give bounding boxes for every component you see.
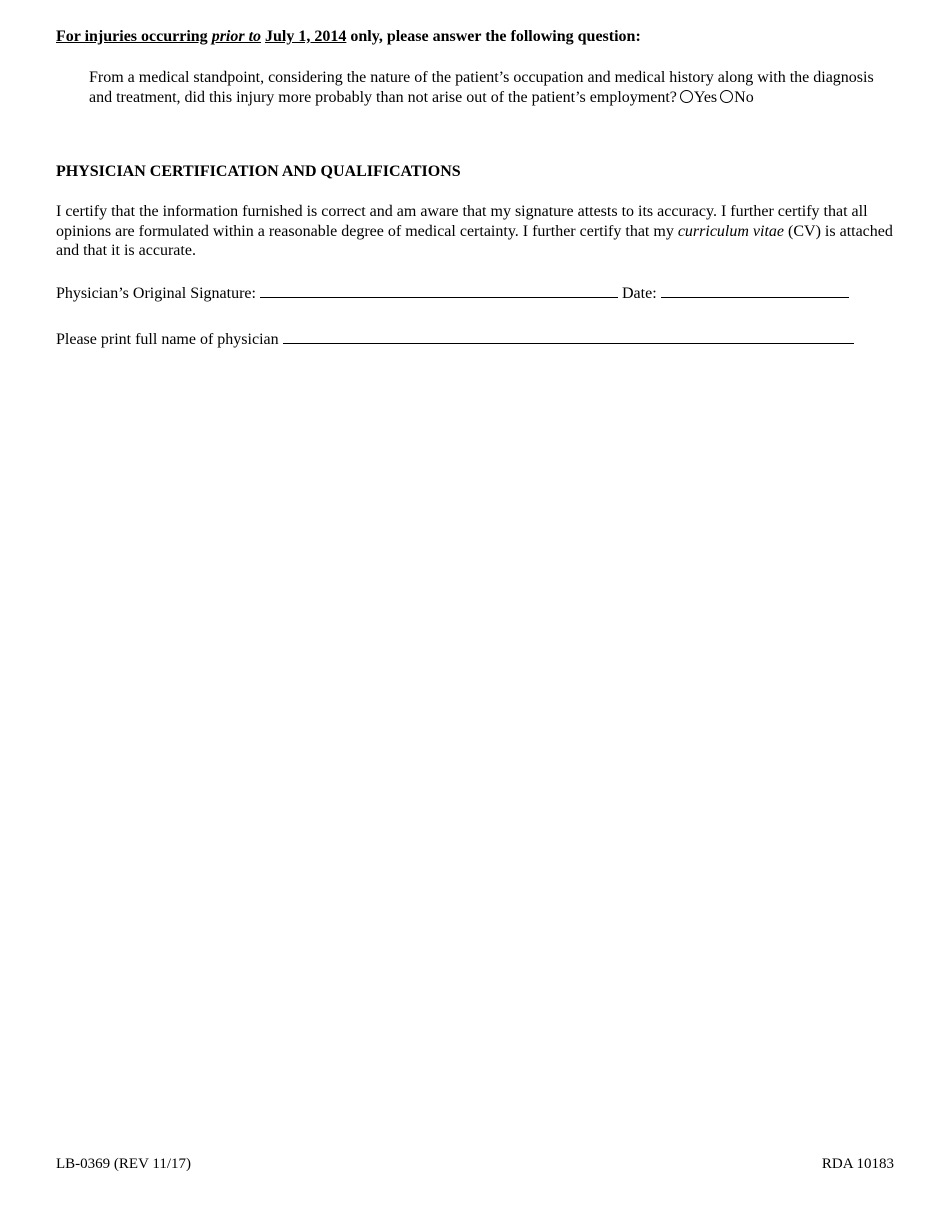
- certification-title: PHYSICIAN CERTIFICATION AND QUALIFICATIONS: [56, 163, 461, 180]
- heading-date: July 1, 2014: [265, 28, 347, 45]
- date-label: Date:: [621, 285, 657, 302]
- curriculum-vitae-italic: curriculum vitae: [677, 222, 785, 240]
- certification-text-part2: (CV) is attached and that it is accurate.: [56, 222, 893, 259]
- signature-label: Physician’s Original Signature:: [56, 285, 256, 302]
- signature-row: [56, 283, 849, 303]
- certification-text-part1: I certify that the information furnished is correct and am aware that my signature attests to its accuracy. I further certify that all opinions are formulated within a reasonable degree of medical certainty. I further certify that my: [56, 203, 868, 240]
- heading-part-4: only, please answer the following question:: [350, 28, 641, 45]
- heading-prior-to: prior to: [211, 28, 262, 45]
- yes-label: Yes: [693, 89, 718, 106]
- question-text: From a medical standpoint, considering the nature of the patient’s occupation and medical history along with the diagnosis and treatment, did this injury more probably than not arise out of the patient’s employment?: [89, 69, 874, 106]
- heading-part-1: For injuries occurring: [56, 28, 208, 45]
- yes-radio[interactable]: [680, 90, 693, 103]
- rda-number: RDA 10183: [821, 1156, 894, 1172]
- no-label: No: [734, 89, 754, 106]
- physician-name-field[interactable]: [283, 329, 854, 344]
- physician-name-row: [56, 329, 854, 349]
- date-field[interactable]: [661, 283, 849, 298]
- injury-date-heading: [56, 28, 641, 46]
- name-label: Please print full name of physician: [56, 331, 279, 348]
- signature-field[interactable]: [260, 283, 618, 298]
- no-radio[interactable]: [720, 90, 733, 103]
- form-id: LB-0369 (REV 11/17): [56, 1156, 191, 1172]
- certification-text: [56, 202, 901, 261]
- employment-question: [89, 68, 889, 108]
